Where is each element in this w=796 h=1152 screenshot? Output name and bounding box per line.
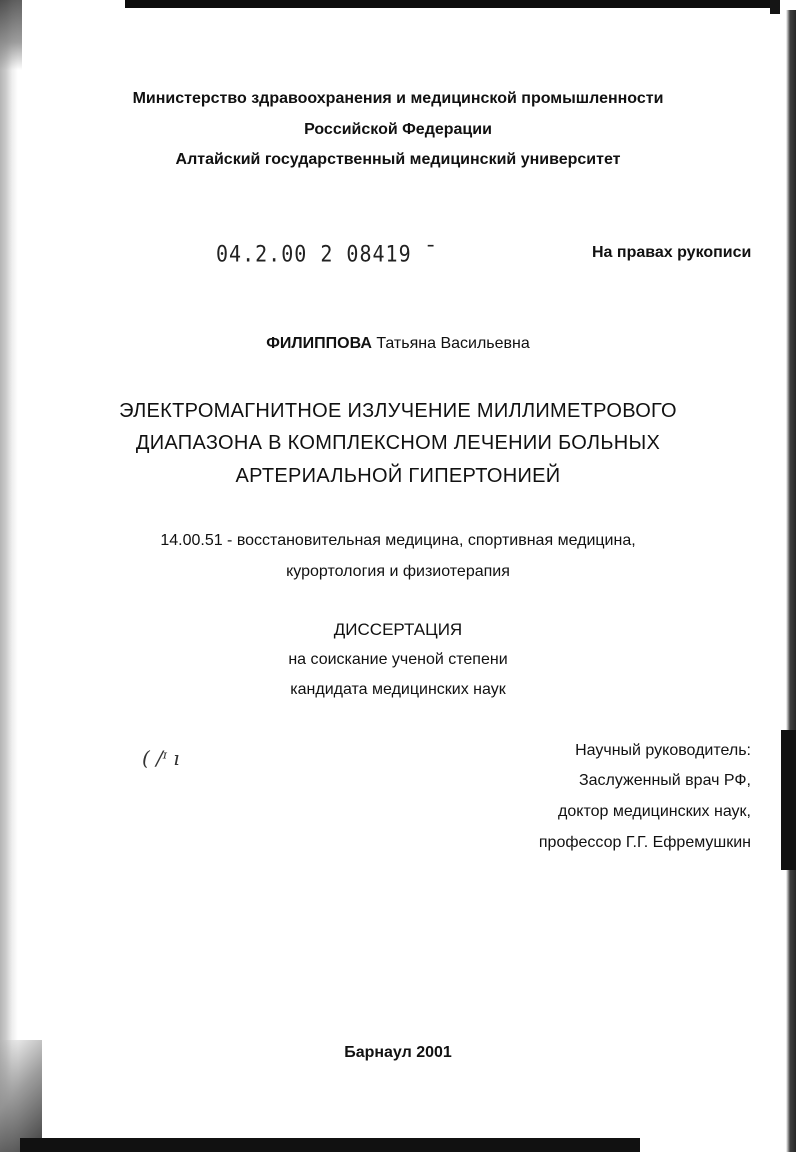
supervisor-name: профессор Г.Г. Ефремушкин — [538, 834, 751, 851]
dissertation-heading: ДИССЕРТАЦИЯ — [333, 620, 463, 639]
university-name: Алтайский государственный медицинский университет — [175, 151, 621, 168]
title-line-1: ЭЛЕКТРОМАГНИТНОЕ ИЗЛУЧЕНИЕ МИЛЛИМЕТРОВОГО — [119, 400, 677, 422]
author-surname: ФИЛИППОВА — [266, 335, 372, 352]
scan-edge-bottom — [20, 1138, 640, 1152]
author-name — [0, 335, 796, 353]
place-year: Барнаул 2001 — [344, 1044, 452, 1061]
scan-edge-top — [125, 0, 775, 8]
title-line-3: АРТЕРИАЛЬНОЙ ГИПЕРТОНИЕЙ — [235, 465, 561, 487]
title-line-2: ДИАПАЗОНА В КОМПЛЕКСНОМ ЛЕЧЕНИИ БОЛЬНЫХ — [135, 432, 661, 454]
specialty-line-1: 14.00.51 - восстановительная медицина, спортивная медицина, — [160, 532, 636, 549]
author-given-names: Татьяна Васильевна — [376, 335, 530, 352]
handwritten-mark: ( /ᶦ ı — [142, 746, 180, 770]
scan-edge-top-right — [770, 0, 780, 14]
supervisor-degree: доктор медицинских наук, — [558, 803, 751, 820]
specialty-line-2: курортология и физиотерапия — [286, 563, 510, 580]
scan-edge-right — [786, 10, 796, 1152]
ministry-line-1: Министерство здравоохранения и медицинской промышленности — [132, 90, 664, 107]
registration-number-stamp: 04.2.00 2 08419 ¯ — [216, 240, 438, 268]
supervisor-title: Заслуженный врач РФ, — [578, 772, 751, 789]
rights-note: На правах рукописи — [592, 244, 752, 261]
supervisor-label: Научный руководитель: — [575, 742, 751, 759]
degree-line-2: кандидата медицинских наук — [290, 681, 506, 698]
degree-line-1: на соискание ученой степени — [288, 651, 508, 668]
scan-edge-right-notch — [781, 730, 796, 870]
scan-shadow-left-top — [0, 0, 22, 70]
ministry-line-2: Российской Федерации — [304, 121, 492, 138]
